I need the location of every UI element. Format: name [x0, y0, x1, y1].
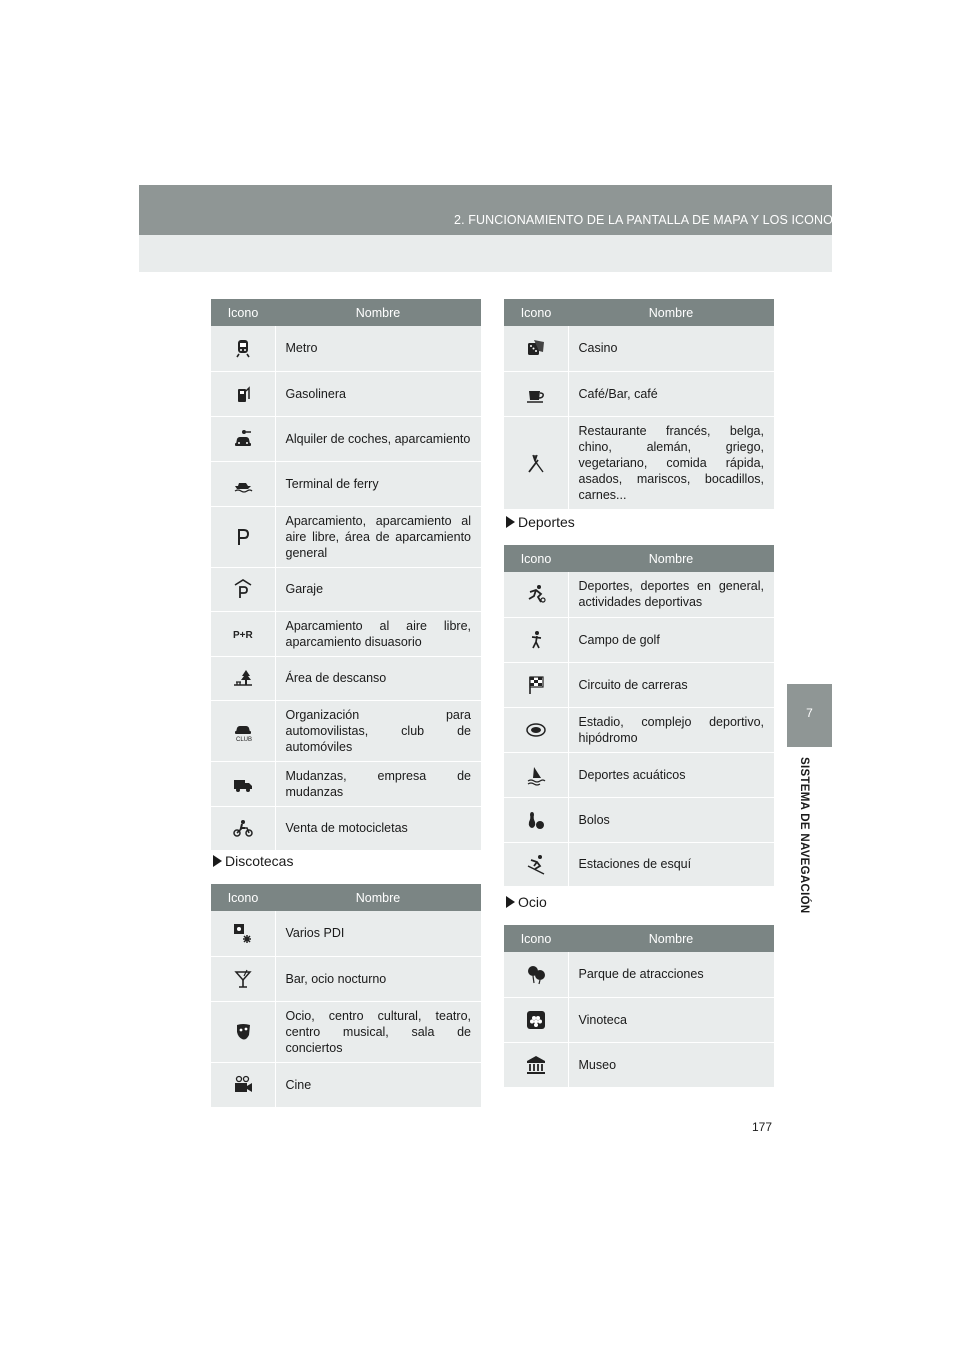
- page-number: 177: [752, 1120, 773, 1134]
- poi-name: Campo de golf: [568, 617, 774, 662]
- sports-icon: [525, 583, 547, 605]
- table-row: [211, 1001, 481, 1062]
- table-row: [504, 752, 774, 797]
- column-header-icon: Icono: [504, 545, 568, 572]
- section-title: Discotecas: [225, 853, 294, 869]
- icon-cell: [211, 656, 275, 700]
- icon-cell: [504, 572, 568, 617]
- table-row: [211, 567, 481, 611]
- poi-name: Alquiler de coches, aparcamiento: [275, 416, 481, 461]
- icon-cell: [504, 371, 568, 416]
- table-row: [504, 326, 774, 371]
- stadium-icon: [525, 719, 547, 741]
- poi-table-transport: [211, 299, 481, 851]
- garage-icon: [232, 578, 254, 600]
- icon-cell: [504, 997, 568, 1042]
- column-header-name: Nombre: [275, 884, 481, 911]
- poi-name: Bar, ocio nocturno: [275, 956, 481, 1001]
- bowling-icon: [525, 809, 547, 831]
- icon-cell: [504, 662, 568, 707]
- table-row: [211, 956, 481, 1001]
- poi-name: Mudanzas, empresa de mudanzas: [275, 761, 481, 806]
- svg-text:P+R: P+R: [232, 629, 253, 641]
- icon-cell: [211, 461, 275, 506]
- table-row: [504, 997, 774, 1042]
- poi-name: Vinoteca: [568, 997, 774, 1042]
- grapes-icon: [525, 1009, 547, 1031]
- table-row: [211, 416, 481, 461]
- column-header-icon: Icono: [504, 925, 568, 952]
- icon-cell: [211, 1001, 275, 1062]
- icon-cell: [504, 416, 568, 509]
- table-row: [211, 461, 481, 506]
- poi-name: Café/Bar, café: [568, 371, 774, 416]
- column-header-icon: Icono: [504, 299, 568, 326]
- poi-name: Área de descanso: [275, 656, 481, 700]
- poi-table-food: [504, 299, 774, 510]
- skiing-icon: [525, 853, 547, 875]
- table-row: [504, 1042, 774, 1087]
- poi-name: Varios PDI: [275, 911, 481, 956]
- icon-cell: [211, 911, 275, 956]
- icon-cell: [211, 761, 275, 806]
- icon-cell: [504, 617, 568, 662]
- triangle-bullet-icon: [506, 896, 515, 908]
- icon-cell: [211, 371, 275, 416]
- table-row: [211, 656, 481, 700]
- table-row: [504, 371, 774, 416]
- table-row: [504, 842, 774, 886]
- amusement-park-icon: [525, 963, 547, 985]
- icon-cell: [211, 611, 275, 656]
- poi-name: Museo: [568, 1042, 774, 1087]
- golf-icon: [525, 629, 547, 651]
- table-row: [211, 371, 481, 416]
- icon-cell: [211, 416, 275, 461]
- table-row: [504, 572, 774, 617]
- icon-cell: [504, 797, 568, 842]
- poi-name: Aparcamiento al aire libre, aparcamiento disuasorio: [275, 611, 481, 656]
- poi-name: Organización para automovilistas, club de automóviles: [275, 700, 481, 761]
- table-row: [504, 617, 774, 662]
- table-row: [504, 416, 774, 509]
- section-title: Ocio: [518, 894, 547, 910]
- various-poi-icon: [232, 922, 254, 944]
- table-row: [211, 1062, 481, 1107]
- poi-name: Ocio, centro cultural, teatro, centro musical, sala de conciertos: [275, 1001, 481, 1062]
- fork-knife-icon: [525, 452, 547, 474]
- icon-cell: [211, 326, 275, 371]
- icon-cell: [504, 707, 568, 752]
- header-subband: [139, 235, 832, 272]
- park-and-ride-icon: [232, 623, 254, 645]
- poi-name: Restaurante francés, belga, chino, alemán, griego, vegetariano, comida rápida, asados, mariscos, bocadillos, carnes...: [568, 416, 774, 509]
- checkered-flag-icon: [525, 674, 547, 696]
- poi-name: Deportes, deportes en general, actividades deportivas: [568, 572, 774, 617]
- table-row: [211, 806, 481, 850]
- poi-name: Estaciones de esquí: [568, 842, 774, 886]
- svg-text:CLUB: CLUB: [235, 736, 252, 742]
- poi-name: Estadio, complejo deportivo, hipódromo: [568, 707, 774, 752]
- poi-name: Parque de atracciones: [568, 952, 774, 997]
- icon-cell: [211, 1062, 275, 1107]
- poi-name: Garaje: [275, 567, 481, 611]
- section-title: Deportes: [518, 514, 575, 530]
- film-camera-icon: [232, 1074, 254, 1096]
- cocktail-icon: [232, 968, 254, 990]
- icon-cell: [211, 506, 275, 567]
- icon-cell: [504, 842, 568, 886]
- column-header-name: Nombre: [568, 299, 774, 326]
- table-row: [211, 611, 481, 656]
- poi-name: Terminal de ferry: [275, 461, 481, 506]
- fuel-pump-icon: [232, 383, 254, 405]
- column-header-name: Nombre: [568, 925, 774, 952]
- table-row: [211, 761, 481, 806]
- table-row: [211, 326, 481, 371]
- table-row: [211, 700, 481, 761]
- column-header-name: Nombre: [275, 299, 481, 326]
- ferry-icon: [232, 473, 254, 495]
- table-row: [211, 506, 481, 567]
- metro-icon: [232, 337, 254, 359]
- table-row: [504, 797, 774, 842]
- chapter-side-label: SISTEMA DE NAVEGACIÓN: [798, 757, 810, 914]
- water-sports-icon: [525, 764, 547, 786]
- poi-name: Bolos: [568, 797, 774, 842]
- poi-name: Metro: [275, 326, 481, 371]
- poi-name: Cine: [275, 1062, 481, 1107]
- table-row: [504, 662, 774, 707]
- poi-name: Venta de motocicletas: [275, 806, 481, 850]
- triangle-bullet-icon: [213, 855, 222, 867]
- poi-name: Circuito de carreras: [568, 662, 774, 707]
- icon-cell: [211, 806, 275, 850]
- column-header-name: Nombre: [568, 545, 774, 572]
- poi-name: Gasolinera: [275, 371, 481, 416]
- poi-table-deportes: [504, 545, 774, 887]
- column-header-icon: Icono: [211, 299, 275, 326]
- section-heading-ocio: [506, 894, 547, 910]
- icon-cell: [211, 700, 275, 761]
- poi-name: Deportes acuáticos: [568, 752, 774, 797]
- museum-icon: [525, 1054, 547, 1076]
- icon-cell: [211, 956, 275, 1001]
- theatre-mask-icon: [232, 1021, 254, 1043]
- section-heading-discotecas: [213, 853, 293, 869]
- rest-area-icon: [232, 667, 254, 689]
- icon-cell: [211, 567, 275, 611]
- triangle-bullet-icon: [506, 516, 515, 528]
- section-heading-deportes: [506, 514, 575, 530]
- poi-name: Aparcamiento, aparcamiento al aire libre, área de aparcamiento general: [275, 506, 481, 567]
- icon-cell: [504, 752, 568, 797]
- car-club-icon: [232, 720, 254, 742]
- column-header-icon: Icono: [211, 884, 275, 911]
- chapter-header-title: 2. FUNCIONAMIENTO DE LA PANTALLA DE MAPA Y LOS ICONOS DE MAPA: [454, 213, 901, 227]
- table-row: [504, 707, 774, 752]
- poi-table-ocio: [504, 925, 774, 1088]
- poi-table-discotecas: [211, 884, 481, 1108]
- icon-cell: [504, 1042, 568, 1087]
- motorcycle-icon: [232, 817, 254, 839]
- car-key-icon: [232, 428, 254, 450]
- poi-name: Casino: [568, 326, 774, 371]
- table-row: [504, 952, 774, 997]
- icon-cell: [504, 952, 568, 997]
- icon-cell: [504, 326, 568, 371]
- dice-icon: [525, 337, 547, 359]
- header-band: [139, 185, 832, 235]
- chapter-tab: 7: [787, 684, 832, 747]
- coffee-cup-icon: [525, 383, 547, 405]
- truck-icon: [232, 773, 254, 795]
- table-row: [211, 911, 481, 956]
- parking-icon: [232, 526, 254, 548]
